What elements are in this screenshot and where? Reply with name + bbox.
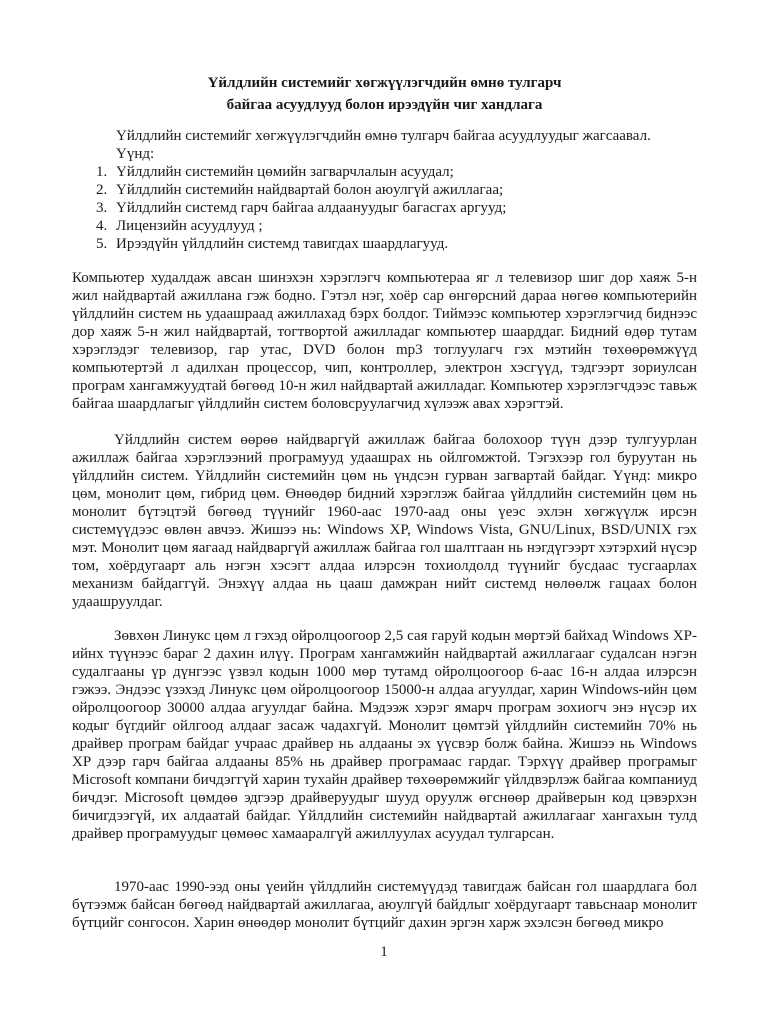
title-line-2: байгаа асуудлууд болон ирээдүйн чиг хандлага: [226, 97, 543, 113]
page-number: 1: [380, 944, 388, 960]
document-title: [72, 72, 697, 116]
list-item-number: 2.: [96, 182, 108, 198]
list-item-number: 3.: [96, 200, 108, 216]
list-item-number: 1.: [96, 164, 108, 180]
list-item-text: Үйлдлийн системд гарч байгаа алдаануудыг багасгах аргууд;: [116, 200, 507, 216]
list-item: [72, 163, 712, 181]
list-item-text: Үйлдлийн системийн найдвартай болон аюулгүй ажиллагаа;: [116, 182, 504, 198]
paragraph-4: 1970-аас 1990-ээд оны үеийн үйлдлийн системүүдэд тавигдаж байсан гол шаардлага бол бүтээмж байсан бөгөөд найдвартай ажиллагаа, аюулгүй байдлыг хоёрдугаарт тавьснаар монолит бүтцийг сонгосон. Харин өнөөдөр монолит бүтцийг дахин эргэн харж эхэлсэн бөгөөд микро: [72, 879, 697, 931]
intro-line-2: Үүнд:: [116, 146, 155, 162]
list-item: [72, 235, 712, 253]
list-item-text: Лицензийн асуудлууд ;: [116, 218, 263, 234]
list-item: [72, 199, 712, 217]
issues-list: [72, 163, 712, 253]
list-item: [72, 181, 712, 199]
list-item-text: Үйлдлийн системийн цөмийн загварчлалын асуудал;: [116, 164, 454, 180]
list-item-text: Ирээдүйн үйлдлийн системд тавигдах шаардлагууд.: [116, 236, 449, 252]
paragraph-1: Компьютер худалдаж авсан шинэхэн хэрэглэгч компьютераа яг л телевизор шиг дор хаяж 5-н жил найдвартай ажиллана гэж бодно. Гэтэл нэг, хоёр сар өнгөрсний дараа нөгөө компьютерийн үйлдлийн систем нь удаашраад ажиллахад бэрх болдог. Тиймээс компьютер хэрэглэгчид биднээс дор хаяж 5-н жил найдвартай, тогтвортой ажилладаг компьютер шаарддаг. Бидний өдөр тутам хэрэглэдэг телевизор, гар утас, DVD болон mp3 тоглуулагч гэх мэтийн төхөөрөмжүүд компьютертэй л адилхан процессор, чип, контроллер, электрон хэсгүүд, тэдгээрт зориулсан програм хангамжуудтай бөгөөд 10-н жил найдвартай ажилладаг. Компьютер хэрэглэгчдээс тавьж байгаа шаардлагыг үйлдлийн систем боловсруулагчид хүлээж авах хэрэгтэй.: [72, 270, 697, 412]
list-item: [72, 217, 712, 235]
intro-text: [116, 127, 706, 163]
paragraph-3: Зөвхөн Линукс цөм л гэхэд ойролцоогоор 2,5 сая гаруй кодын мөртэй байхад Windows XP-ийнх түүнээс бараг 2 дахин илүү. Програм хангамжийн найдвартай ажиллагааг судалсан нэгэн судалгааны үр дүнгээс үзвэл кодын 1000 мөр тутамд ойролцоогоор 6-аас 16-н алдаа илэрсэн гэжээ. Эндээс үзэхэд Линукс цөм ойролцоогоор 15000-н алдаа агуулдаг, харин Windows-ийн цөм ойролцоогоор 30000 алдаа агуулдаг байна. Мэдээж хэрэг ямарч програм зохиогч энэ нүсэр их кодыг бүгдийг ойлгоод алдааг засаж чадахгүй. Монолит цөмтэй үйлдлийн системийн 70% нь драйвер програм байдаг учраас драйвер нь алдааны эх үүсвэр болж байна. Жишээ нь Windows XP дээр гарч байгаа алдааны 85% нь драйвер програмаас гардаг. Тэрхүү драйвер програмыг Microsoft компани бичдэггүй харин тухайн драйвер төхөөрөмжийг үйлдвэрлэж байгаа компаниуд бичдэг. Microsoft цөмдөө эдгээр драйверуудыг шууд оруулж өгснөөр драйверын код цэвэрхэн бичигдээгүй, их алдаатай байдаг. Үйлдлийн системийн найдвартай ажиллагааг хангахын тулд драйвер програмуудыг цөмөөс хамааралгүй ажиллуулах асуудал тулгарсан.: [72, 628, 697, 842]
paragraph-2: Үйлдлийн систем өөрөө найдваргүй ажиллаж байгаа болохоор түүн дээр тулгуурлан ажиллаж байгаа хэрэглээний програмууд удаашрах нь ойлгомжтой. Тэгэхээр гол буруутан нь үйлдлийн систем. Үйлдлийн системийн цөм нь үндсэн гурван загвартай байдаг. Үүнд: микро цөм, монолит цөм, гибрид цөм. Өнөөдөр бидний хэрэглэж байгаа үйлдлийн системийн цөм нь монолит бүтэцтэй бөгөөд түүнийг 1960-аас 1970-аад оны үеэс эхлэн хөгжүүлж ирсэн системүүдээс өвлөн авчээ. Жишээ нь: Windows XP, Windows Vista, GNU/Linux, BSD/UNIX гэх мэт. Монолит цөм яагаад найдваргүй ажиллаж байгаа гол шалтгаан нь нэгдүгээрт хэтэрхий нүсэр том, хоёрдугаарт аль нэгэн хэсэгт алдаа илэрсэн тохиолдолд түүнийг бусдаас тусгаарлах механизм байдаггүй. Энэхүү алдаа нь цааш дамжран нийт системд нөлөөлж гацаах болон удаашруулдаг.: [72, 432, 697, 610]
intro-line-1: Үйлдлийн системийг хөгжүүлэгчдийн өмнө тулгарч байгаа асуудлуудыг жагсаавал.: [116, 128, 651, 144]
list-item-number: 5.: [96, 236, 108, 252]
title-line-1: Үйлдлийн системийг хөгжүүлэгчдийн өмнө тулгарч: [207, 75, 562, 91]
list-item-number: 4.: [96, 218, 108, 234]
